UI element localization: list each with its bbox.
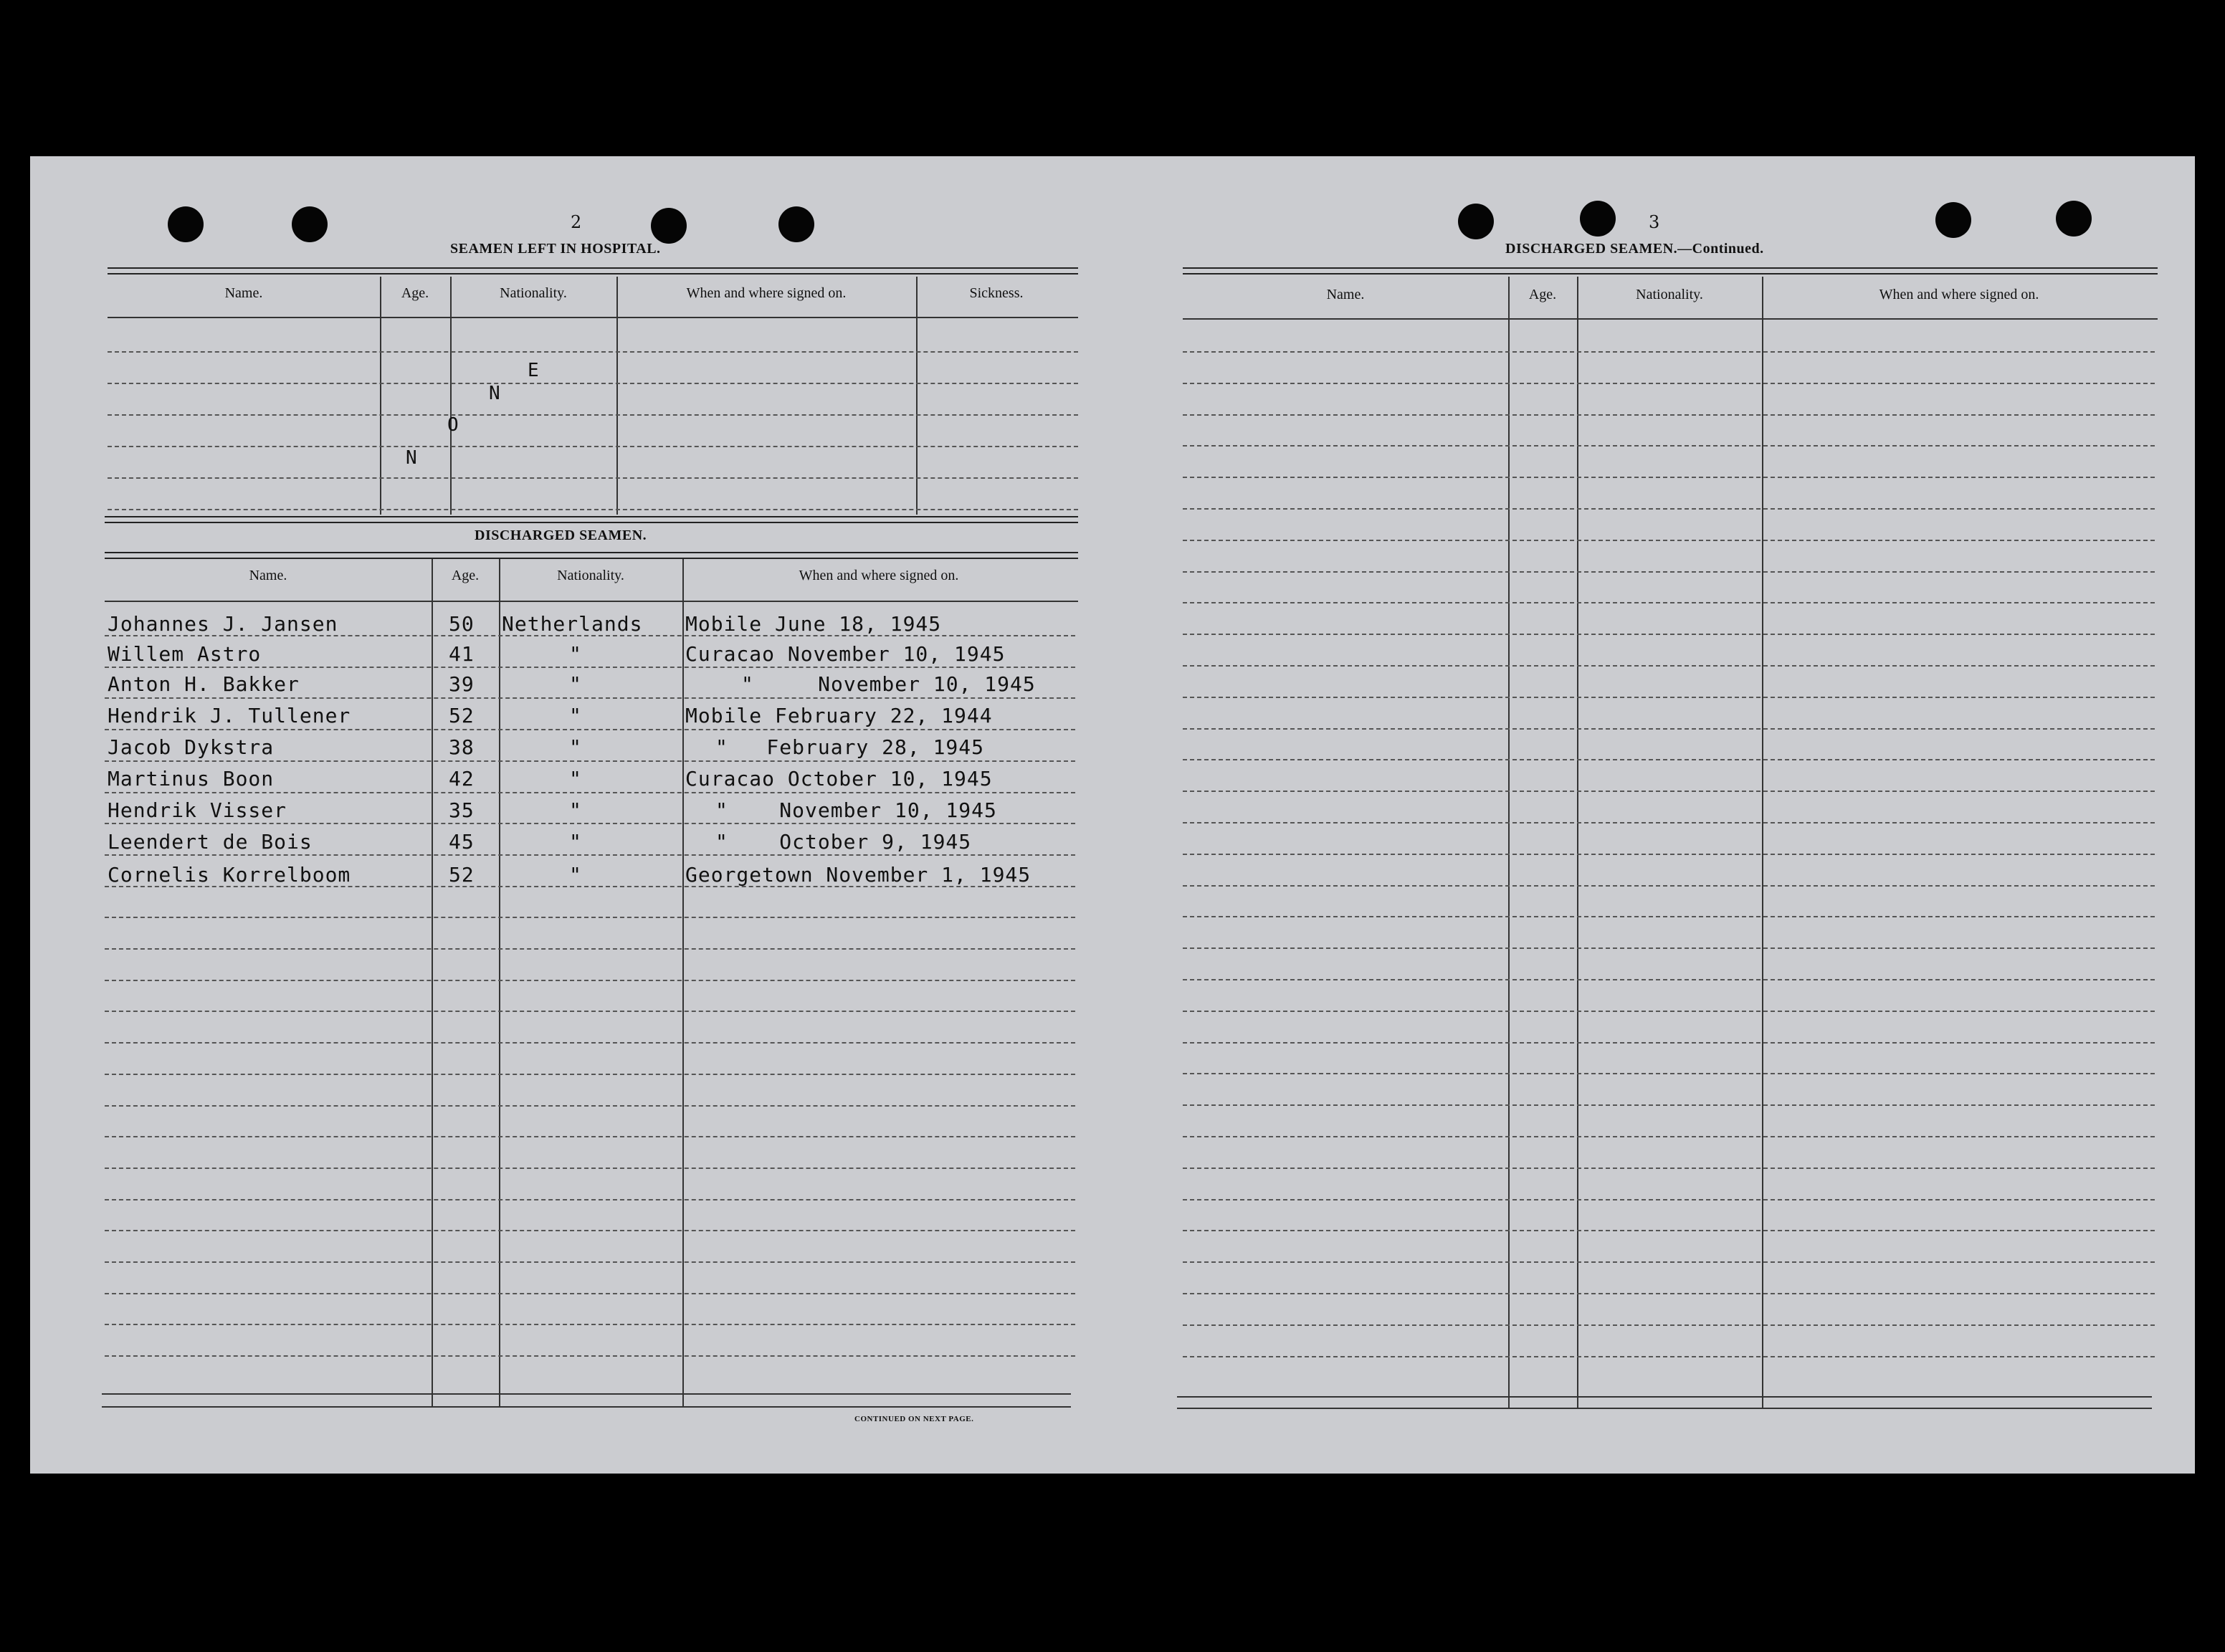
name-cell: Martinus Boon	[108, 767, 275, 791]
ruled-line	[1183, 1261, 2155, 1263]
ruled-line	[1183, 728, 2155, 730]
column-header: Name.	[1326, 287, 1365, 302]
ruled-line	[105, 697, 1075, 699]
signed-on-cell: " November 10, 1945	[741, 672, 1036, 696]
ruled-line	[1183, 854, 2155, 855]
nationality-cell: "	[569, 798, 582, 822]
continued-note: CONTINUED ON NEXT PAGE.	[854, 1415, 974, 1423]
signed-on-cell: Georgetown November 1, 1945	[685, 863, 1031, 887]
ruled-line	[1183, 1104, 2155, 1106]
ruled-line	[1183, 822, 2155, 823]
ruled-line	[1183, 508, 2155, 510]
name-cell: Hendrik J. Tullener	[108, 704, 351, 727]
cancellation-mark: N	[406, 447, 417, 469]
ruled-line	[1183, 1293, 2155, 1294]
age-cell: 39	[449, 672, 475, 696]
column-header: Nationality.	[500, 285, 567, 301]
ruled-line	[105, 1230, 1075, 1231]
ruled-line	[1183, 885, 2155, 887]
ruled-line	[1183, 1199, 2155, 1200]
age-cell: 52	[449, 704, 475, 727]
ruled-line	[105, 729, 1075, 730]
column-header: When and where signed on.	[799, 568, 959, 583]
nationality-cell: "	[569, 642, 582, 666]
ruled-line	[105, 1324, 1075, 1325]
ruled-line	[105, 948, 1075, 950]
signed-on-cell: " February 28, 1945	[715, 735, 985, 759]
age-cell: 35	[449, 798, 475, 822]
ruled-line	[105, 1355, 1075, 1357]
name-cell: Hendrik Visser	[108, 798, 287, 822]
ruled-line	[1183, 1324, 2155, 1326]
document-sheet	[30, 156, 2195, 1474]
ruled-line	[1183, 351, 2155, 353]
ruled-line	[105, 1074, 1075, 1075]
punch-hole-icon	[778, 206, 814, 242]
cancellation-mark: O	[447, 414, 459, 436]
ruled-line	[105, 854, 1075, 856]
punch-hole-icon	[1935, 202, 1971, 238]
ruled-line	[1183, 602, 2155, 603]
ruled-line	[105, 667, 1075, 668]
ruled-line	[1183, 1356, 2155, 1357]
signed-on-cell: Mobile February 22, 1944	[685, 704, 993, 727]
column-header: Nationality.	[557, 568, 624, 583]
age-cell: 45	[449, 830, 475, 854]
name-cell: Cornelis Korrelboom	[108, 863, 351, 887]
page-number: 2	[571, 212, 582, 232]
age-cell: 38	[449, 735, 475, 759]
age-cell: 50	[449, 612, 475, 636]
ruled-line	[105, 792, 1075, 793]
ruled-line	[105, 823, 1075, 824]
signed-on-cell: Curacao November 10, 1945	[685, 642, 1006, 666]
ruled-line	[1183, 540, 2155, 541]
signed-on-cell: " October 9, 1945	[715, 830, 972, 854]
punch-hole-icon	[1458, 204, 1494, 239]
hospital-section-title: SEAMEN LEFT IN HOSPITAL.	[450, 241, 661, 257]
ruled-line	[1183, 1168, 2155, 1169]
column-header: Name.	[224, 285, 263, 301]
punch-hole-icon	[168, 206, 204, 242]
ruled-line	[1183, 1042, 2155, 1044]
ruled-line	[1183, 571, 2155, 573]
nationality-cell: "	[569, 767, 582, 791]
nationality-cell: Netherlands	[502, 612, 643, 636]
age-cell: 42	[449, 767, 475, 791]
nationality-cell: "	[569, 672, 582, 696]
ruled-line	[1183, 1230, 2155, 1231]
column-header: When and where signed on.	[686, 285, 847, 301]
column-header: Age.	[401, 285, 429, 301]
column-header: Age.	[1528, 287, 1557, 302]
nationality-cell: "	[569, 704, 582, 727]
ruled-line	[1183, 1073, 2155, 1074]
name-cell: Leendert de Bois	[108, 830, 313, 854]
name-cell: Johannes J. Jansen	[108, 612, 338, 636]
cancellation-mark: N	[489, 383, 500, 404]
ruled-line	[105, 1136, 1075, 1137]
ruled-line	[1183, 383, 2155, 384]
ruled-line	[105, 1042, 1075, 1044]
column-header: Nationality.	[1636, 287, 1703, 302]
ruled-line	[105, 1293, 1075, 1294]
column-header: Name.	[249, 568, 287, 583]
ruled-line	[1183, 1011, 2155, 1012]
ruled-line	[105, 980, 1075, 981]
ruled-line	[1183, 697, 2155, 698]
ruled-line	[1183, 665, 2155, 667]
ruled-line	[1183, 759, 2155, 760]
column-header: When and where signed on.	[1879, 287, 2039, 302]
nationality-cell: "	[569, 863, 582, 887]
punch-hole-icon	[651, 208, 687, 244]
page-number: 3	[1649, 212, 1660, 232]
ruled-line	[1183, 634, 2155, 635]
ruled-line	[105, 760, 1075, 762]
discharged-section-title: DISCHARGED SEAMEN.	[475, 527, 647, 543]
ruled-line	[105, 1011, 1075, 1012]
signed-on-cell: " November 10, 1945	[715, 798, 997, 822]
ruled-line	[1183, 979, 2155, 980]
column-header: Sickness.	[969, 285, 1024, 301]
name-cell: Anton H. Bakker	[108, 672, 300, 696]
name-cell: Jacob Dykstra	[108, 735, 275, 759]
ruled-line	[1183, 916, 2155, 917]
ruled-line	[1183, 947, 2155, 949]
ruled-line	[1183, 791, 2155, 792]
ruled-line	[1183, 445, 2155, 447]
cancellation-mark: E	[528, 360, 539, 381]
column-header: Age.	[451, 568, 480, 583]
ruled-line	[105, 1261, 1075, 1263]
discharged-continued-title: DISCHARGED SEAMEN.—Continued.	[1505, 241, 1764, 257]
age-cell: 41	[449, 642, 475, 666]
ruled-line	[1183, 1136, 2155, 1137]
signed-on-cell: Mobile June 18, 1945	[685, 612, 942, 636]
signed-on-cell: Curacao October 10, 1945	[685, 767, 993, 791]
age-cell: 52	[449, 863, 475, 887]
punch-hole-icon	[292, 206, 328, 242]
punch-hole-icon	[1580, 201, 1616, 237]
ruled-line	[105, 1105, 1075, 1107]
punch-hole-icon	[2056, 201, 2092, 237]
ruled-line	[105, 917, 1075, 918]
ruled-line	[1183, 414, 2155, 416]
nationality-cell: "	[569, 735, 582, 759]
ruled-line	[105, 1168, 1075, 1169]
nationality-cell: "	[569, 830, 582, 854]
ruled-line	[1183, 477, 2155, 478]
name-cell: Willem Astro	[108, 642, 262, 666]
ruled-line	[105, 1199, 1075, 1200]
